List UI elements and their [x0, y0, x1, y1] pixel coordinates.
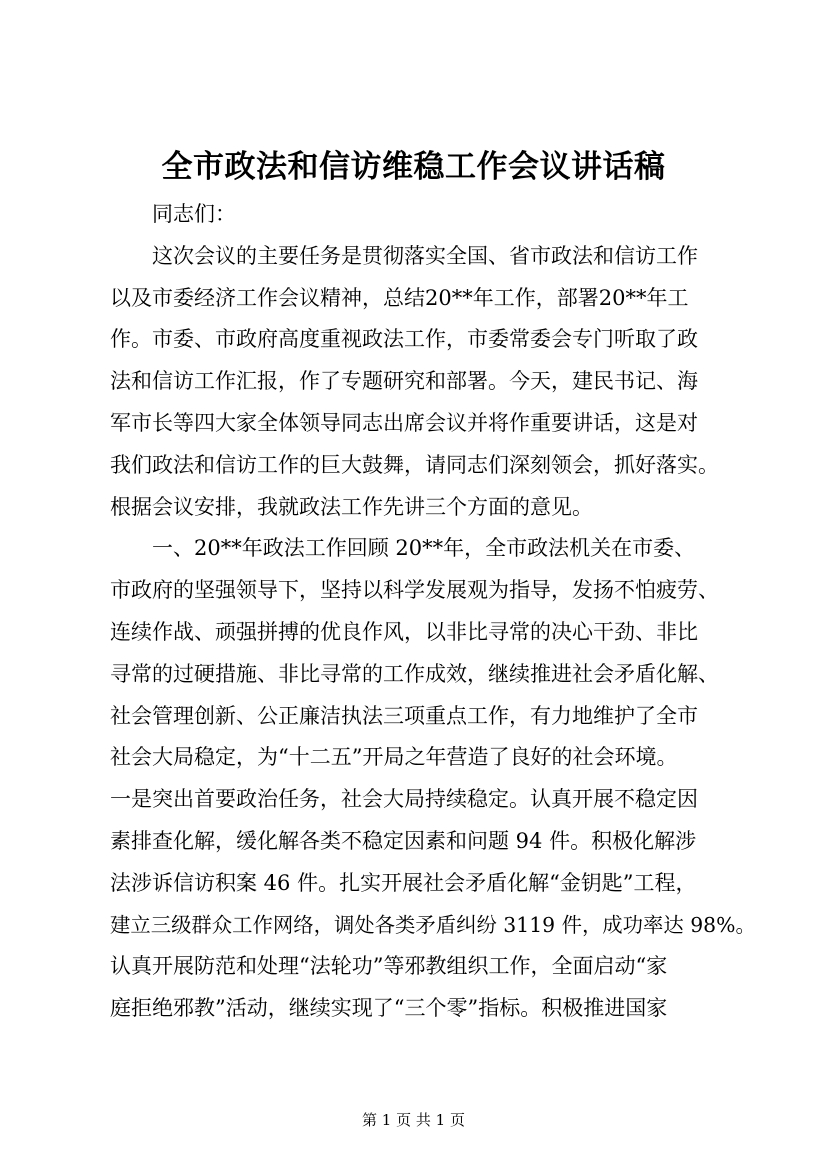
body-line: 这次会议的主要任务是贯彻落实全国、省市政法和信访工作 [152, 243, 698, 268]
document-body [110, 194, 756, 1030]
body-line: 寻常的过硬措施、非比寻常的工作成效，继续推进社会矛盾化解、 [110, 661, 719, 686]
body-line: 法涉诉信访积案 46 件。扎实开展社会矛盾化解“金钥匙”工程， [110, 870, 697, 895]
body-line: 素排查化解，缓化解各类不稳定因素和问题 94 件。积极化解涉 [110, 828, 697, 853]
body-line: 作。市委、市政府高度重视政法工作，市委常委会专门听取了政 [110, 327, 698, 352]
document-title: 全市政法和信访维稳工作会议讲话稿 [161, 149, 666, 185]
salutation-line: 同志们： [152, 202, 236, 226]
body-line: 以及市委经济工作会议精神，总结20**年工作，部署20**年工 [110, 285, 689, 310]
body-line: 连续作战、顽强拼搏的优良作风，以非比寻常的决心干劲、非比 [110, 619, 698, 644]
body-line: 根据会议安排，我就政法工作先讲三个方面的意见。 [110, 494, 593, 519]
body-line: 一是突出首要政治任务，社会大局持续稳定。认真开展不稳定因 [110, 787, 698, 812]
body-line: 法和信访工作汇报，作了专题研究和部署。今天，建民书记、海 [110, 369, 698, 394]
body-line: 市政府的坚强领导下，坚持以科学发展观为指导，发扬不怕疲劳、 [110, 578, 719, 603]
body-line: 建立三级群众工作网络，调处各类矛盾纠纷 3119 件，成功率达 98%。 [110, 912, 756, 937]
body-line: 军市长等四大家全体领导同志出席会议并将作重要讲话，这是对 [110, 410, 698, 435]
body-line: 社会大局稳定，为“十二五”开局之年营造了良好的社会环境。 [110, 745, 678, 770]
body-line: 庭拒绝邪教”活动，继续实现了“三个零”指标。积极推进国家 [110, 996, 668, 1021]
section-heading-line: 一、20**年政法工作回顾 20**年，全市政法机关在市委、 [152, 536, 696, 561]
body-line: 我们政法和信访工作的巨大鼓舞，请同志们深刻领会，抓好落实。 [110, 452, 719, 477]
body-line: 社会管理创新、公正廉洁执法三项重点工作，有力地维护了全市 [110, 703, 698, 728]
page-footer: 第 1 页 共 1 页 [362, 1111, 465, 1129]
body-line: 认真开展防范和处理“法轮功”等邪教组织工作，全面启动“家 [110, 954, 668, 979]
